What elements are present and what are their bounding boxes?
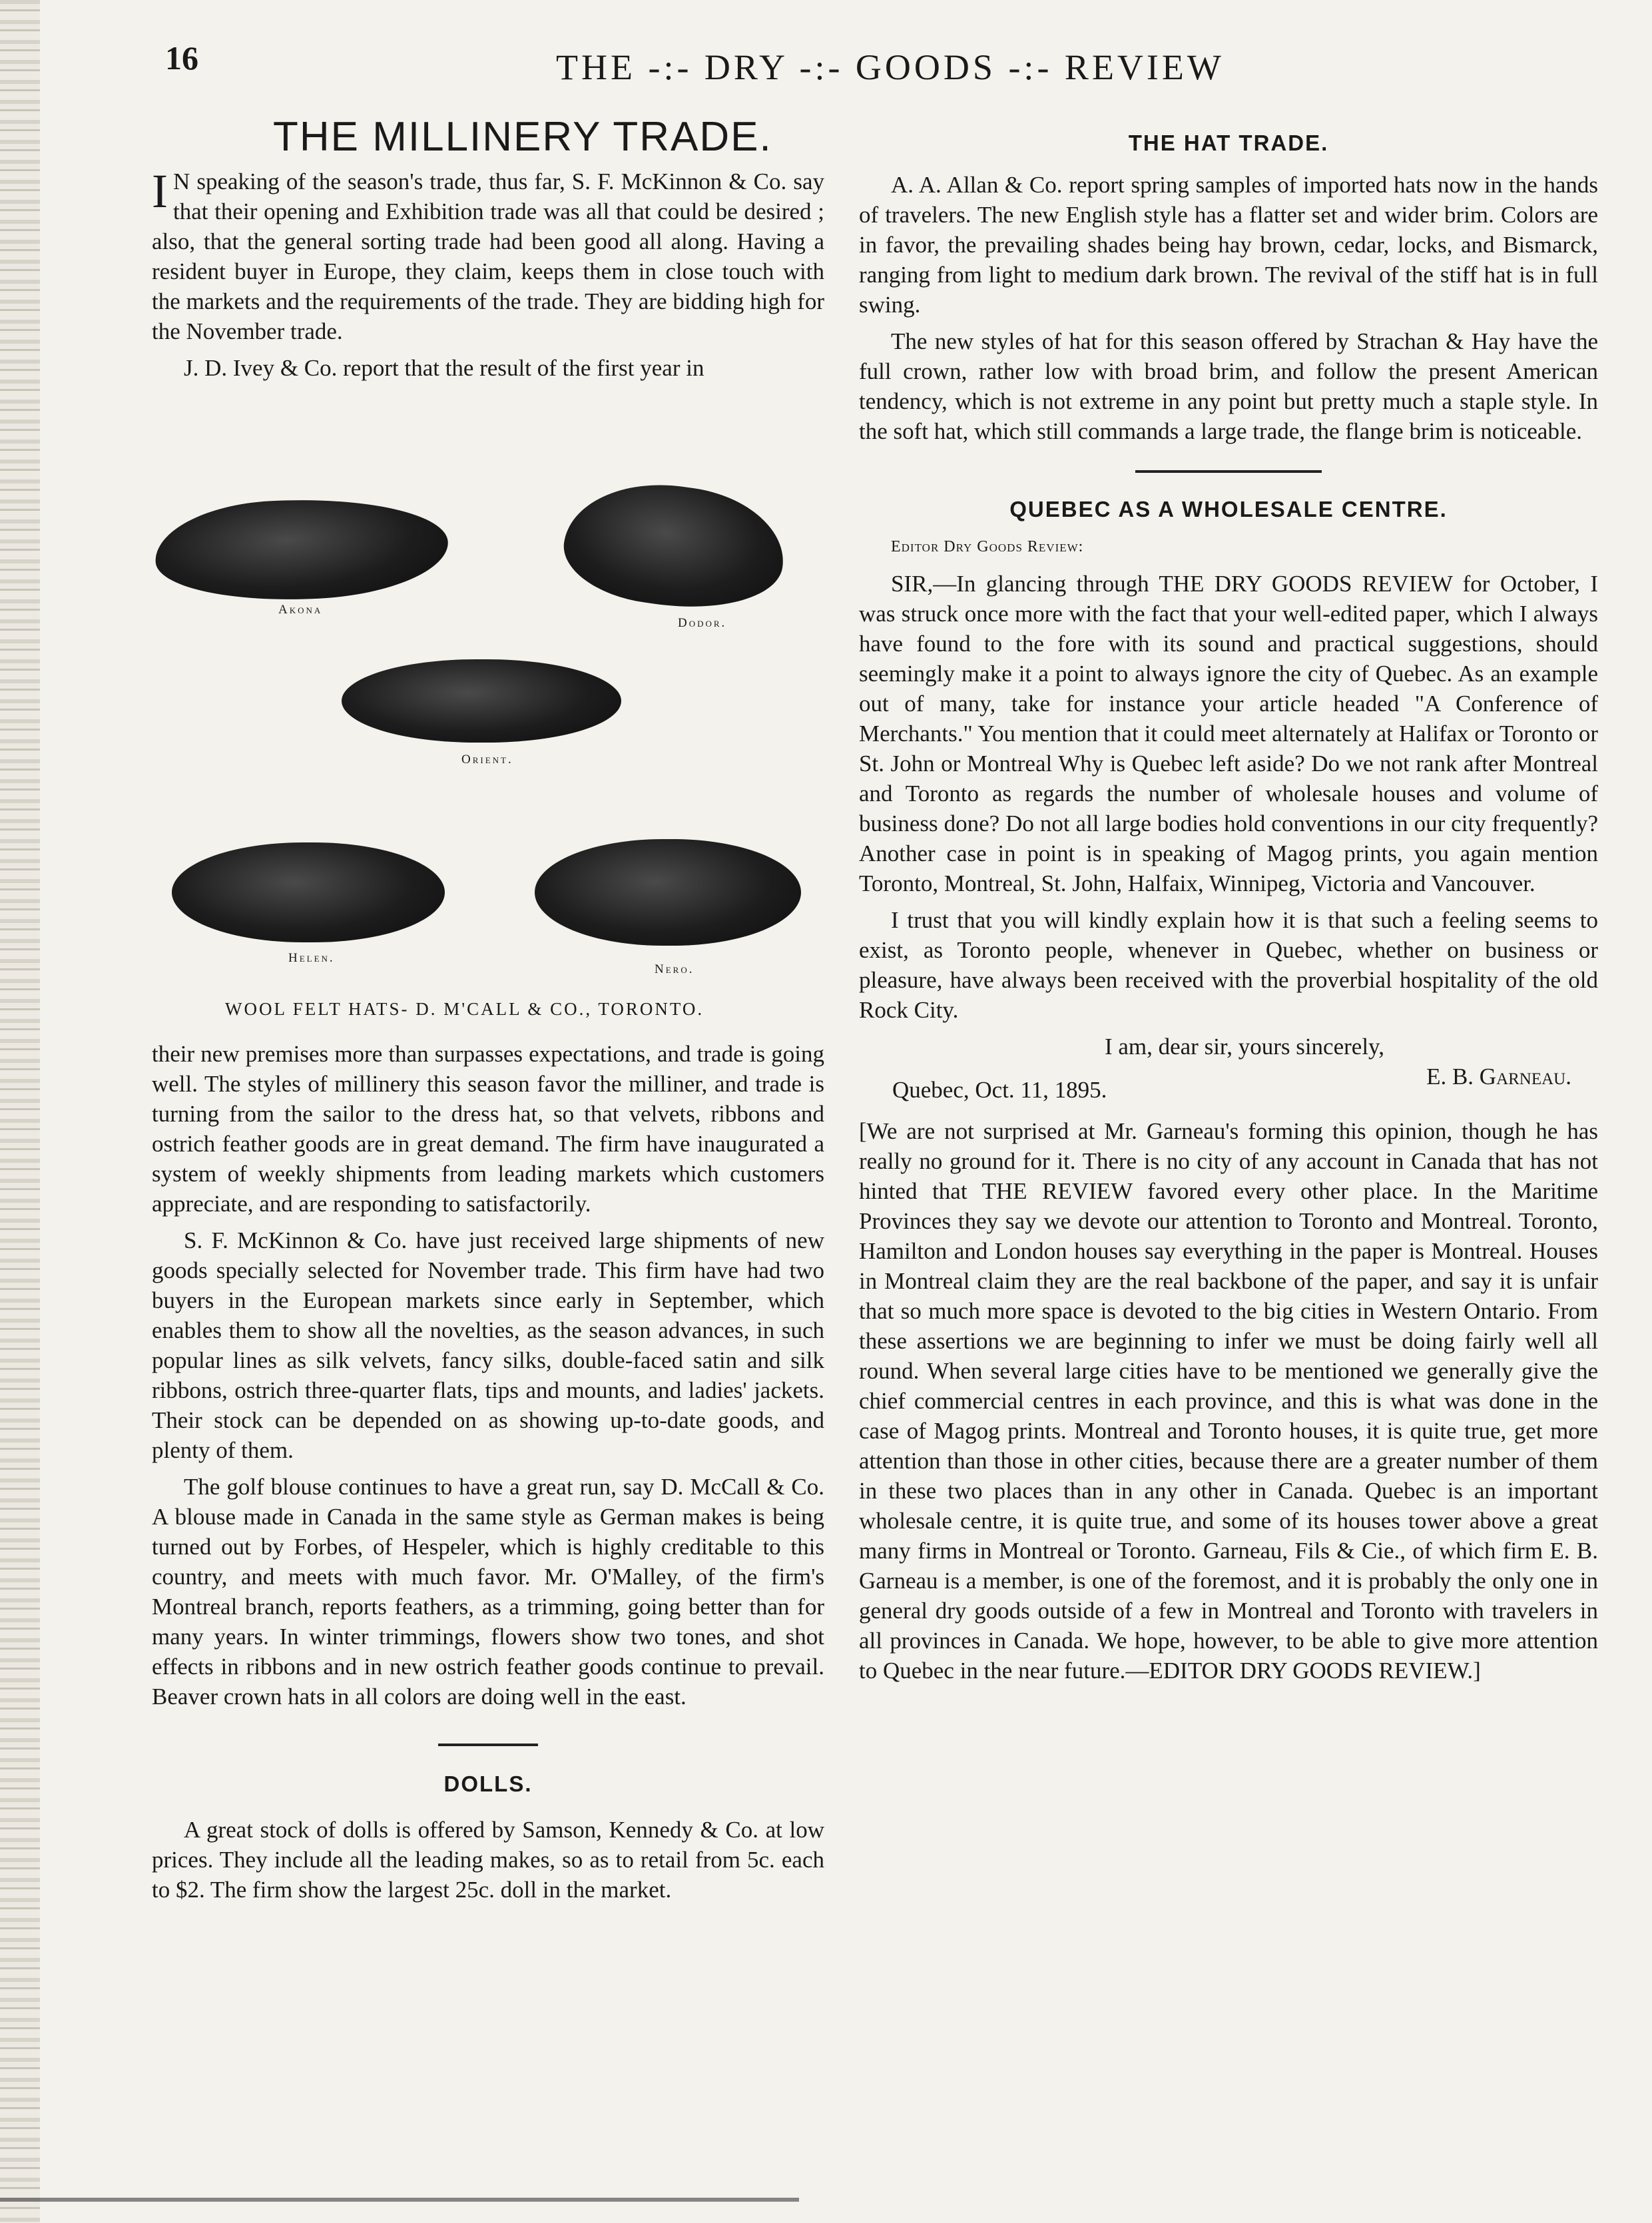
quebec-p1: SIR,—In glancing through THE DRY GOODS REVIEW for October, I was struck once more with the fact that your well-edited paper, which I always have found to the fore with its sound and practical suggestions, should seemingly make it a point to always ignore the city of Quebec. As an example out of many, take for instance your article headed "A Conference of Merchants." You mention that it could meet alternately at Halifax or Toronto or St. John or Montreal Why is Quebec left aside? Do we not rank after Montreal and Toronto as regards the number of wholesale houses and volume of business done? Do not all large bodies hold conventions in our city frequently? Another case in point is in speaking of Magog prints, you again mention Toronto, Montreal, St. John, Halfaix, Winnipeg, Victoria and Vancouver. (859, 571, 1598, 896)
hat-orient-image (342, 659, 621, 743)
dolls-p1: A great stock of dolls is offered by Samson, Kennedy & Co. at low prices. They include all the leading makes, so as to retail from 5c. each to $2. The firm show the largest 25c. doll in the market. (152, 1817, 824, 1903)
hat-figure (152, 466, 824, 1026)
hat-label-nero: Nero. (655, 962, 694, 976)
letter-closing: I am, dear sir, yours sincerely, (1104, 1034, 1385, 1060)
hat-label-orient: Orient. (461, 753, 513, 767)
millinery-p3: S. F. McKinnon & Co. have just received large shipments of new goods specially selected for November trade. This firm have had two buyers in the European markets since early in September, which enables them to show all the novelties, as the season advances, in such popular lines as silk velvets, fancy silks, double-faced satin and silk ribbons, ostrich three-quarter flats, tips and mounts, and ladies' jackets. Their stock can be depended on as showing up-to-date goods, and plenty of them. (152, 1227, 824, 1463)
signature-block (859, 1064, 1598, 1103)
letter-signature: E. B. Garneau. (1426, 1064, 1571, 1090)
millinery-p1-text: N speaking of the season's trade, thus far, S. F. McKinnon & Co. say that their opening and Exhibition trade was all that could be desired ; also, that the general sorting trade had been good all along. Having a resident buyer in Europe, they claim, keeps them in close touch with the markets and the requirements of the trade. They are bidding high for the November trade. (152, 168, 824, 344)
page-number: 16 (165, 39, 198, 77)
hat-dodor-image (557, 472, 792, 621)
millinery-p1 (152, 166, 824, 346)
hat-label-akona: Akona (278, 603, 323, 617)
hat-trade-p2: The new styles of hat for this season offered by Strachan & Hay have the full crown, rather low with broad brim, and follow the present American tendency, which is not extreme in any point but pretty much a staple style. In the soft hat, which still commands a large trade, the flange brim is noticeable. (859, 328, 1598, 444)
hat-helen-image (172, 842, 445, 942)
figure-caption: WOOL FELT HATS- D. M'CALL & CO., TORONTO. (225, 999, 704, 1019)
hat-label-helen: Helen. (288, 951, 335, 965)
millinery-continued (152, 1039, 824, 1911)
hat-trade-title: THE HAT TRADE. (1128, 131, 1329, 155)
binding-edge (0, 0, 40, 2223)
hat-label-dodor: Dodor. (678, 616, 727, 630)
right-column (859, 128, 1598, 1692)
hat-akona-image (152, 492, 450, 607)
drop-cap: I (152, 164, 168, 218)
quebec-title: QUEBEC AS A WHOLESALE CENTRE. (1009, 497, 1448, 521)
editor-reply: [We are not surprised at Mr. Garneau's forming this opinion, though he has really no ground for it. There is no city of any account in Canada that has not hinted that THE REVIEW favored every other place. In the Maritime Provinces they say we devote our attention to Toronto and Montreal. Toronto, Hamilton and London houses say everything in the paper is Montreal. Houses in Montreal claim they are the real backbone of the paper, and say it is unfair that so much more space is devoted to the big cities in Western Ontario. From these assertions we are beginning to infer we must be doing fairly well all round. When several large cities have to be mentioned we generally give the chief commercial centres in each province, and this is what was done in the case of Magog prints. Montreal and Toronto houses, it is quite true, get more attention than those in other cities, because there are a greater number of them in these two places than in any other in Canada. Quebec is an important wholesale centre, it is quite true, and some of its houses tower above a great many firms in Montreal or Toronto. Garneau, Fils & Cie., of which firm E. B. Garneau is a member, is one of the foremost, and it is probably the only one in general dry goods outside of a few in Montreal and Toronto with travelers in all provinces in Canada. We hope, however, to be able to give more attention to Quebec in the near future.—EDITOR DRY GOODS REVIEW.] (859, 1118, 1598, 1684)
millinery-title: THE MILLINERY TRADE. (273, 114, 772, 160)
editor-salutation: Editor Dry Goods Review: (891, 538, 1084, 555)
hat-trade-p1: A. A. Allan & Co. report spring samples of imported hats now in the hands of travelers. The new English style has a flatter set and wider brim. Colors are in favor, the prevailing shades being hay brown, cedar, locks, and Bismarck, ranging from light to medium dark brown. The revival of the stiff hat is in full swing. (859, 172, 1598, 318)
bottom-edge (0, 2198, 799, 2202)
running-head: THE -:- DRY -:- GOODS -:- REVIEW (556, 47, 1225, 87)
millinery-p4: The golf blouse continues to have a great run, say D. McCall & Co. A blouse made in Canada in the same style as German makes is being turned out by Forbes, of Hespeler, which is highly creditable to this country, and meets with much favor. Mr. O'Malley, of the firm's Montreal branch, reports feathers, as a trimming, going better than for many years. In winter trimmings, flowers show two tones, and shot effects in ribbons and in new ostrich feather goods continue to prevail. Beaver crown hats in all colors are doing well in the east. (152, 1474, 824, 1710)
letter-date: Quebec, Oct. 11, 1895. (892, 1077, 1107, 1103)
dolls-title: DOLLS. (443, 1771, 533, 1796)
millinery-p2-cont: their new premises more than surpasses expectations, and trade is going well. The styles of millinery this season favor the milliner, and trade is turning from the sailor to the dress hat, so that velvets, ribbons and ostrich feather goods are in great demand. The firm have inaugurated a system of weekly shipments from leading markets which customers appreciate, and are responding to satisfactorily. (152, 1041, 824, 1217)
millinery-intro (152, 166, 824, 390)
quebec-p2: I trust that you will kindly explain how it is that such a feeling seems to exist, as Toronto people, whenever in Quebec, whether on business or pleasure, have always been received with the proverbial hospitality of the old Rock City. (859, 907, 1598, 1023)
hat-nero-image (535, 839, 801, 946)
millinery-p2-start: J. D. Ivey & Co. report that the result of the first year in (184, 355, 704, 381)
